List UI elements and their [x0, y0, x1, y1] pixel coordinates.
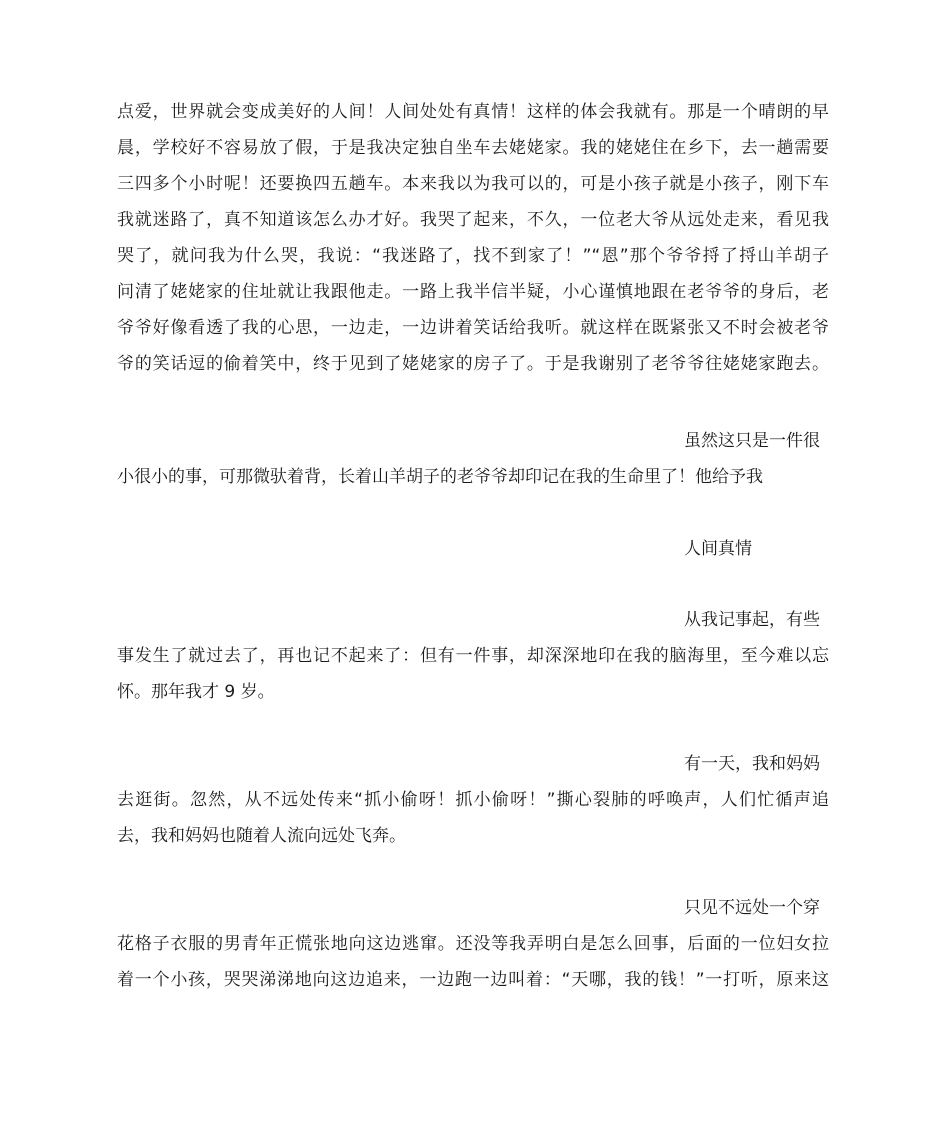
text-line: 问清了姥姥家的住址就让我跟他走。一路上我半信半疑，小心谨慎地跟在老爷爷的身后，老: [117, 282, 829, 302]
text-line: 爷的笑话逗的偷着笑中，终于见到了姥姥家的房子了。于是我谢别了老爷爷往姥姥家跑去。: [117, 354, 829, 374]
text-line: 怀。那年我才 9 岁。: [117, 682, 275, 702]
paragraph-start-line: 只见不远处一个穿: [684, 898, 820, 918]
text-line: 小很小的事，可那微驮着背，长着山羊胡子的老爷爷却印记在我的生命里了！他给予我: [117, 467, 763, 487]
text-line: 哭了，就问我为什么哭，我说：“我迷路了，找不到家了！”“恩”那个爷爷捋了捋山羊胡子: [117, 246, 829, 266]
text-line: 爷爷好像看透了我的心思，一边走，一边讲着笑话给我听。就这样在既紧张又不时会被老爷: [117, 318, 829, 338]
text-line: 花格子衣服的男青年正慌张地向这边逃窜。还没等我弄明白是怎么回事，后面的一位妇女拉: [117, 934, 829, 954]
text-line: 三四多个小时呢！还要换四五趟车。本来我以为我可以的，可是小孩子就是小孩子，刚下车: [117, 174, 829, 194]
paragraph-start-line: 有一天，我和妈妈: [684, 754, 820, 774]
text-line: 晨，学校好不容易放了假，于是我决定独自坐车去姥姥家。我的姥姥住在乡下，去一趟需要: [117, 138, 829, 158]
text-line: 着一个小孩，哭哭涕涕地向这边追来，一边跑一边叫着：“天哪，我的钱！”一打听，原来这: [117, 970, 829, 990]
text-line: 我就迷路了，真不知道该怎么办才好。我哭了起来，不久，一位老大爷从远处走来，看见我: [117, 210, 829, 230]
text-line: 去逛街。忽然，从不远处传来“抓小偷呀！抓小偷呀！”撕心裂肺的呼唤声，人们忙循声追: [117, 790, 829, 810]
section-heading: 人间真情: [684, 539, 752, 559]
text-line: 点爱，世界就会变成美好的人间！人间处处有真情！这样的体会我就有。那是一个晴朗的早: [117, 102, 829, 122]
paragraph-start-line: 虽然这只是一件很: [684, 431, 820, 451]
text-line: 去，我和妈妈也随着人流向远处飞奔。: [117, 826, 406, 846]
paragraph-start-line: 从我记事起，有些: [684, 610, 820, 630]
text-line: 事发生了就过去了，再也记不起来了：但有一件事，却深深地印在我的脑海里，至今难以忘: [117, 646, 829, 666]
